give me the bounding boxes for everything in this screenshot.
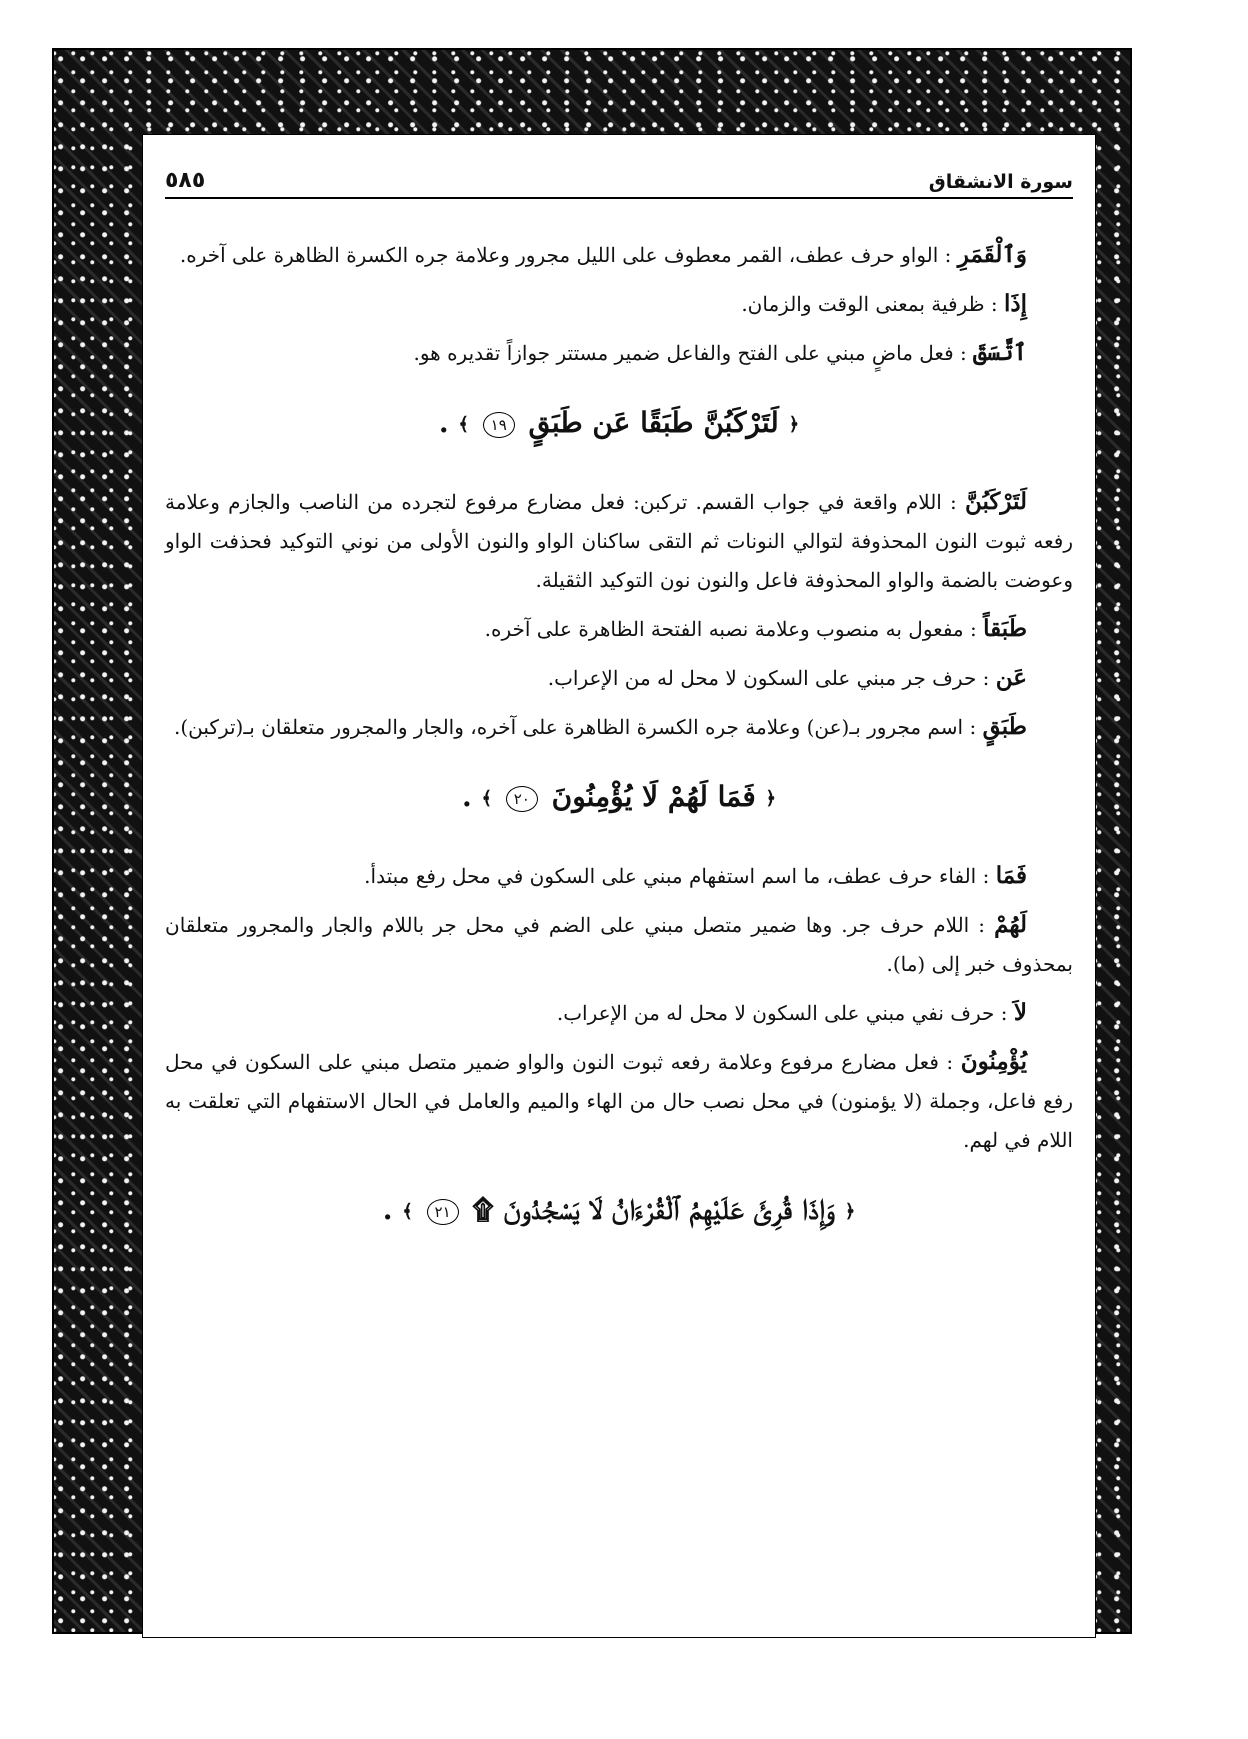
parsing-text: الفاء حرف عطف، ما اسم استفهام مبني على السكون في محل رفع مبتدأ. — [364, 864, 977, 888]
parsed-word: ٱتَّسَقَ — [973, 339, 1027, 366]
parsing-text: ظرفية بمعنى الوقت والزمان. — [741, 292, 985, 316]
verse-period: . — [461, 780, 472, 813]
verse-text: فَمَا لَهُمْ لَا يُؤْمِنُونَ — [551, 780, 756, 813]
verse-ornament-close: ﴾ — [481, 788, 492, 809]
irab-entry: إِذَا : ظرفية بمعنى الوقت والزمان. — [741, 290, 1027, 317]
quran-verse — [165, 1190, 1073, 1231]
commentary-body — [165, 235, 1073, 1269]
verse-text: لَتَرْكَبُنَّ طَبَقًا عَن طَبَقٍ — [528, 406, 779, 439]
verse-ornament-open: ﴿ — [788, 414, 800, 435]
parsed-word: فَمَا — [995, 862, 1027, 889]
parsing-text: اللام حرف جر. وها ضمير متصل مبني على الضم في محل جر باللام والجار والمجرور متعلقان بمحذوف خبر إلى (ما). — [165, 913, 1073, 976]
parsed-word: وَٱلْقَمَرِ — [957, 241, 1027, 268]
quran-verse — [165, 403, 1073, 444]
parsed-word: لَهُمْ — [994, 911, 1027, 938]
irab-entry: لَهُمْ : اللام حرف جر. وها ضمير متصل مبني على الضم في محل جر باللام والجار والمجرور متعلقان بمحذوف خبر إلى (ما). — [165, 911, 1073, 976]
verse-ornament-open: ﴿ — [844, 1201, 856, 1222]
parsed-word: طَبَقٍ — [982, 713, 1027, 740]
parsing-text: فعل ماضٍ مبني على الفتح والفاعل ضمير مستتر جوازاً تقديره هو. — [413, 341, 954, 365]
surah-title: سورة الانشقاق — [928, 171, 1073, 193]
irab-entry: عَن : حرف جر مبني على السكون لا محل له من الإعراب. — [547, 664, 1027, 691]
page-number: ٥٨٥ — [165, 168, 206, 193]
irab-entry: طَبَقٍ : اسم مجرور بـ(عن) وعلامة جره الكسرة الظاهرة على آخره، والجار والمجرور متعلقان بـ(تركبن). — [174, 713, 1027, 740]
ayah-number: ٢١ — [427, 1199, 459, 1225]
parsing-text: اسم مجرور بـ(عن) وعلامة جره الكسرة الظاهرة على آخره، والجار والمجرور متعلقان بـ(تركبن). — [174, 715, 964, 739]
irab-entry: لاَ : حرف نفي مبني على السكون لا محل له من الإعراب. — [556, 999, 1027, 1026]
irab-entry: ٱتَّسَقَ : فعل ماضٍ مبني على الفتح والفاعل ضمير مستتر جوازاً تقديره هو. — [413, 339, 1027, 366]
parsing-text: اللام واقعة في جواب القسم. تركبن: فعل مضارع مرفوع لتجرده من الناصب والجازم وعلامة رفعه ثبوت النون المحذوفة لتوالي النونات ثم التقى ساكنان الواو والنون الأولى من نوني التوكيد فحذفت الواو وعوضت بالضمة والواو المحذوفة فاعل والنون نون التوكيد الثقيلة. — [165, 490, 1073, 592]
parsing-text: الواو حرف عطف، القمر معطوف على الليل مجرور وعلامة جره الكسرة الظاهرة على آخره. — [179, 243, 939, 267]
parsing-text: فعل مضارع مرفوع وعلامة رفعه ثبوت النون والواو ضمير متصل مبني على السكون في محل رفع فاعل، وجملة (لا يؤمنون) في محل نصب حال من الهاء والميم والعامل في الحال الاستفهام التي تعلقت به اللام في لهم. — [165, 1050, 1073, 1152]
parsed-word: عَن — [995, 664, 1027, 691]
verse-ornament-close: ﴾ — [402, 1201, 413, 1222]
ornamental-border — [52, 48, 1132, 1634]
page — [142, 134, 1096, 1638]
verse-period: . — [438, 406, 449, 439]
irab-entry: وَٱلْقَمَرِ : الواو حرف عطف، القمر معطوف على الليل مجرور وعلامة جره الكسرة الظاهرة على آخره. — [179, 241, 1027, 268]
verse-ornament-open: ﴿ — [765, 788, 777, 809]
irab-entry: طَبَقاً : مفعول به منصوب وعلامة نصبه الفتحة الظاهرة على آخره. — [484, 615, 1027, 642]
parsed-word: يُؤْمِنُونَ — [960, 1048, 1028, 1075]
parsed-word: لَتَرْكَبُنَّ — [964, 488, 1027, 515]
ayah-number: ٢٠ — [506, 786, 538, 812]
running-header — [165, 155, 1073, 199]
irab-entry: لَتَرْكَبُنَّ : اللام واقعة في جواب القسم. تركبن: فعل مضارع مرفوع لتجرده من الناصب والجازم وعلامة رفعه ثبوت النون المحذوفة لتوالي النونات ثم التقى ساكنان الواو والنون الأولى من نوني التوكيد فحذفت الواو وعوضت بالضمة والواو المحذوفة فاعل والنون نون التوكيد الثقيلة. — [165, 488, 1073, 592]
verse-ornament-close: ﴾ — [458, 414, 469, 435]
quran-verse — [165, 777, 1073, 818]
parsed-word: طَبَقاً — [983, 615, 1027, 642]
parsed-word: إِذَا — [1003, 290, 1027, 317]
ayah-number: ١٩ — [483, 412, 515, 438]
irab-entry: فَمَا : الفاء حرف عطف، ما اسم استفهام مبني على السكون في محل رفع مبتدأ. — [364, 862, 1027, 889]
verse-text: وَإِذَا قُرِئَ عَلَيْهِمُ ٱلْقُرْءَانُ لَا يَسْجُدُونَ ۩ — [472, 1193, 835, 1226]
irab-entry: يُؤْمِنُونَ : فعل مضارع مرفوع وعلامة رفعه ثبوت النون والواو ضمير متصل مبني على السكون في محل رفع فاعل، وجملة (لا يؤمنون) في محل نصب حال من الهاء والميم والعامل في الحال الاستفهام التي تعلقت به اللام في لهم. — [165, 1048, 1073, 1152]
parsing-text: حرف نفي مبني على السكون لا محل له من الإعراب. — [556, 1001, 995, 1025]
parsing-text: مفعول به منصوب وعلامة نصبه الفتحة الظاهرة على آخره. — [484, 617, 964, 641]
verse-period: . — [382, 1193, 393, 1226]
parsed-word: لاَ — [1013, 999, 1027, 1026]
parsing-text: حرف جر مبني على السكون لا محل له من الإعراب. — [547, 666, 977, 690]
